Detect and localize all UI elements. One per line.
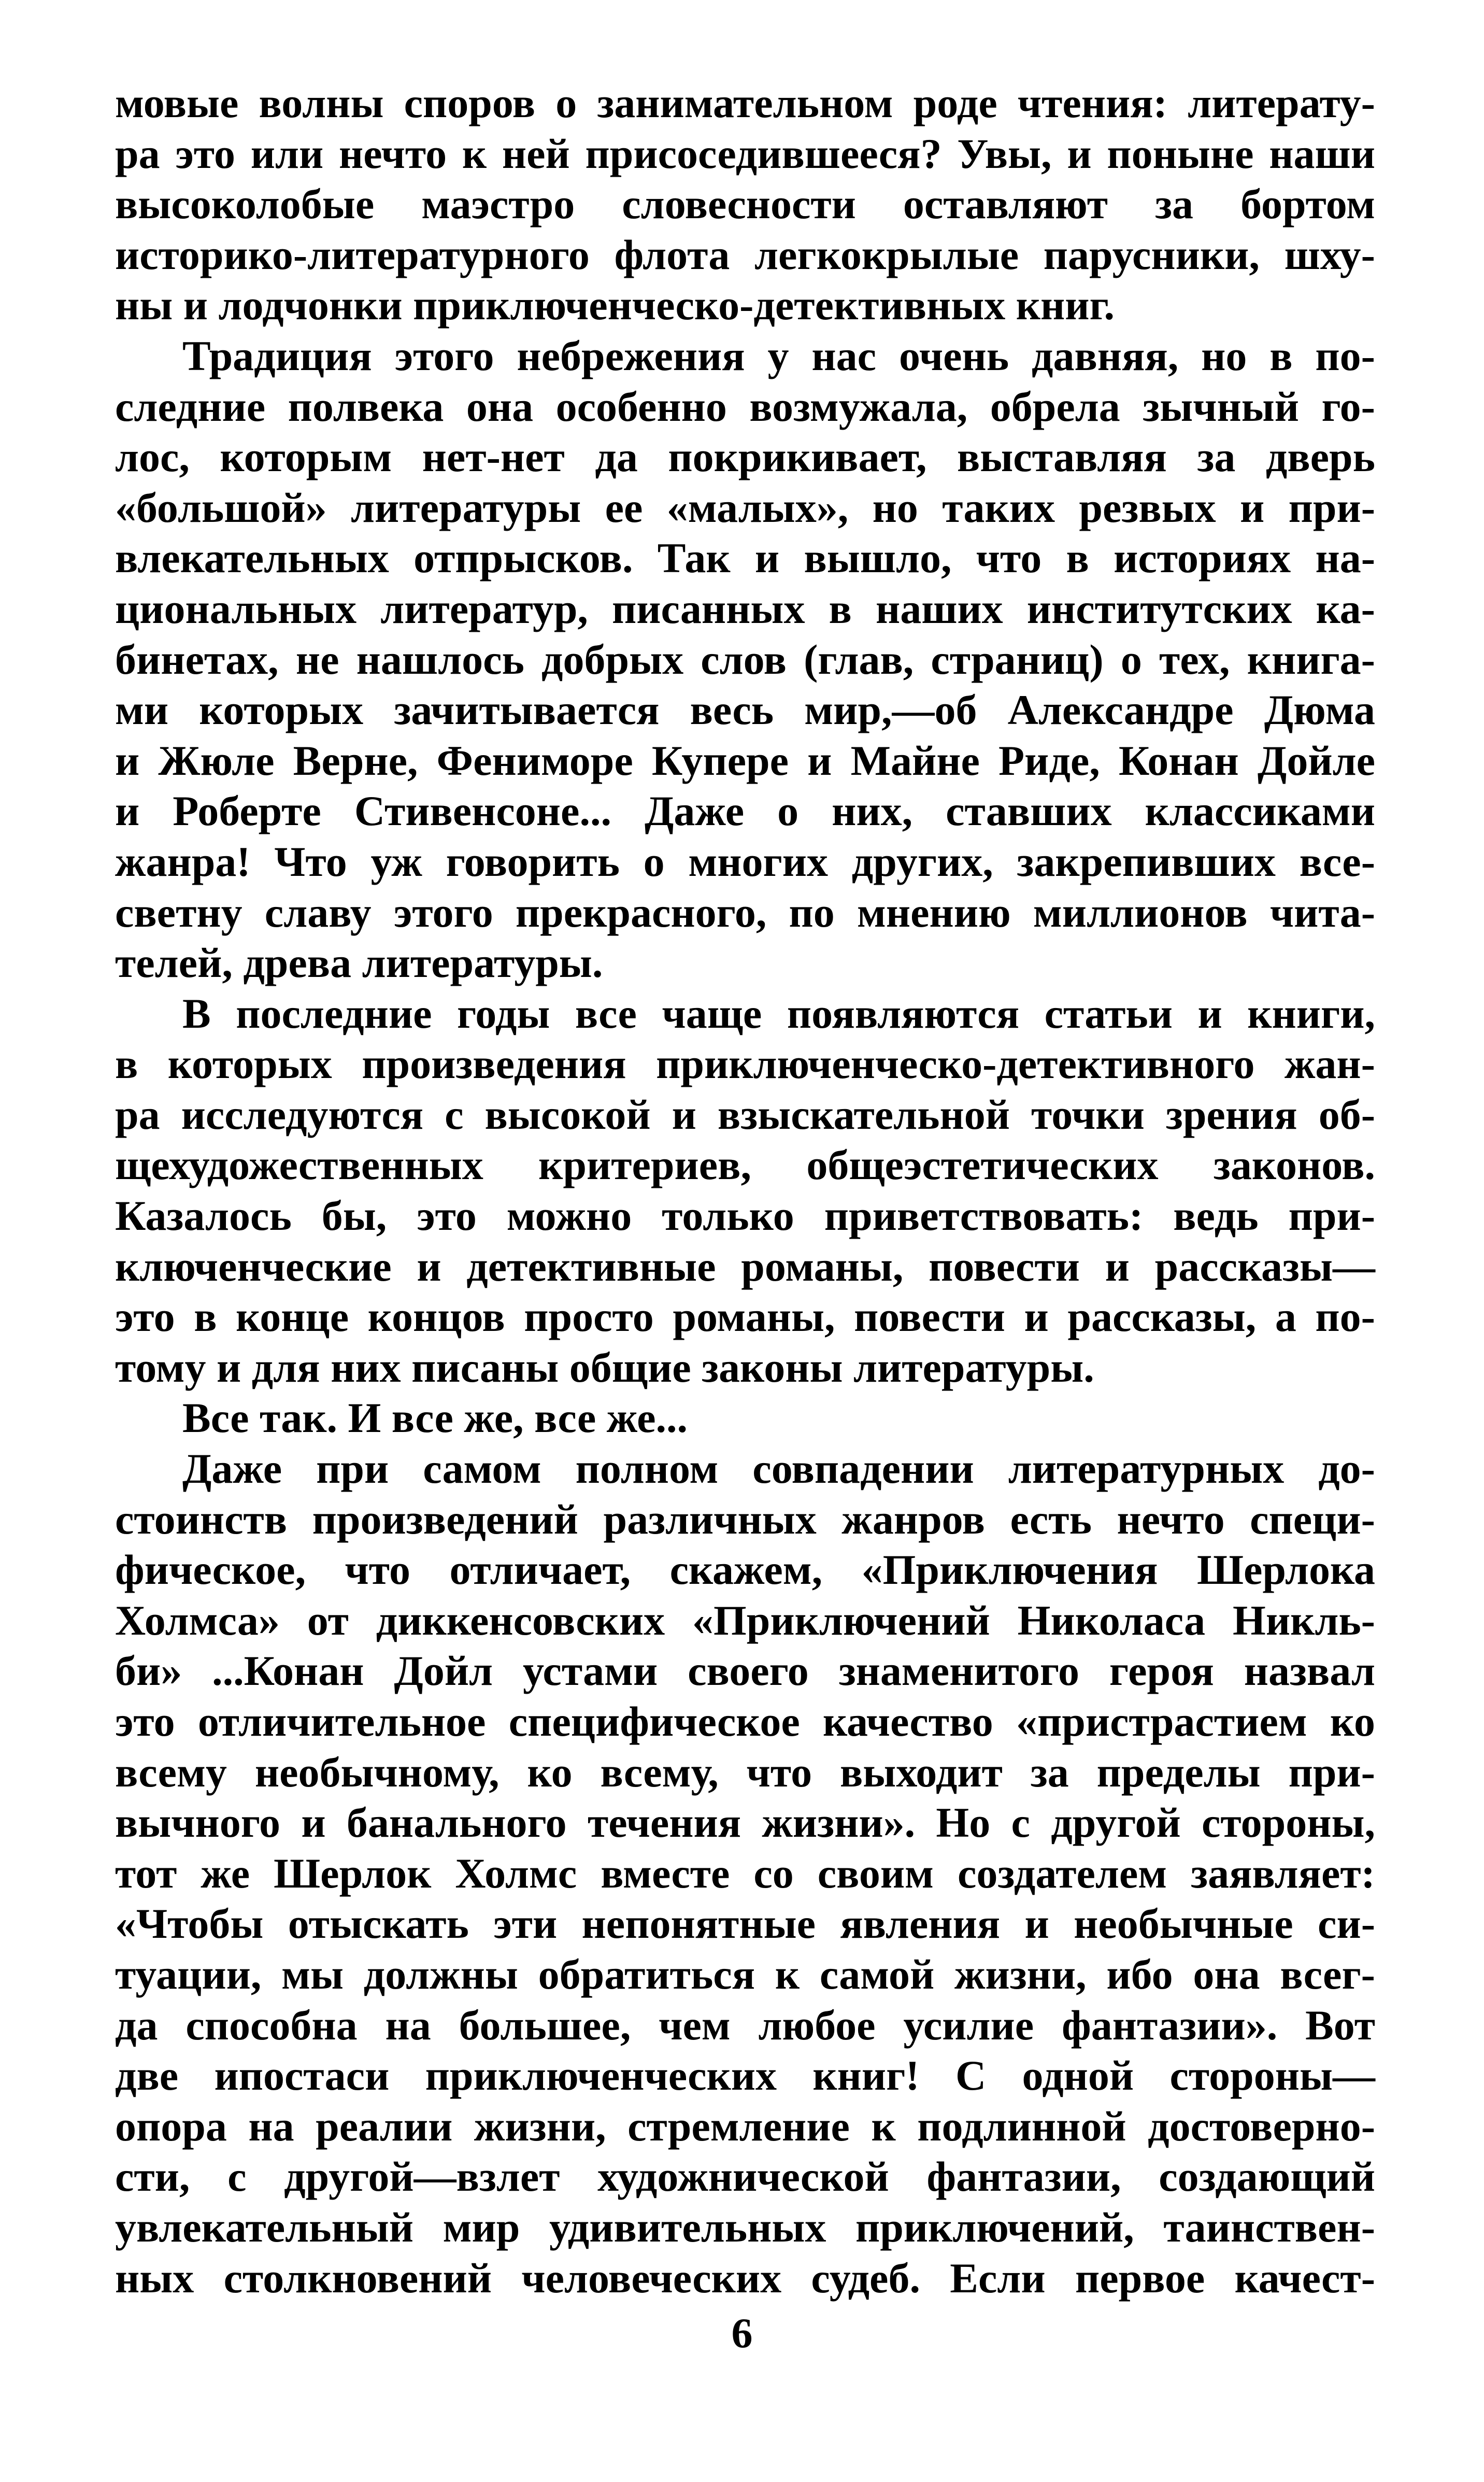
page-number: 6 <box>731 2309 753 2357</box>
text-line: Все так. И все же, все же... <box>182 1394 688 1442</box>
text-line: жанра! Что уж говорить о многих других, закрепивших все- <box>115 838 1375 885</box>
text-line: туации, мы должны обратиться к самой жизни, ибо она всег- <box>115 1950 1375 1998</box>
text-line: Холмса» от диккенсовских «Приключений Николаса Никль- <box>115 1596 1375 1644</box>
text-line: да способна на большее, чем любое усилие фантазии». Вот <box>115 2001 1375 2049</box>
text-line: это в конце концов просто романы, повести и рассказы, а по- <box>115 1293 1375 1341</box>
text-line: тот же Шерлок Холмс вместе со своим создателем заявляет: <box>115 1849 1375 1897</box>
text-line: циональных литератур, писанных в наших институтских ка- <box>115 585 1375 632</box>
text-line: стоинств произведений различных жанров есть нечто специ- <box>115 1495 1375 1543</box>
text-line: следние полвека она особенно возмужала, обрела зычный го- <box>115 382 1375 430</box>
text-line: тому и для них писаны общие законы литературы. <box>115 1343 1094 1391</box>
text-line: би» ...Конан Дойл устами своего знаменитого героя назвал <box>115 1647 1375 1695</box>
text-line: щехудожественных критериев, общеэстетических законов. <box>115 1141 1375 1189</box>
text-line: сти, с другой—взлет художнической фантазии, создающий <box>115 2153 1375 2201</box>
text-line: телей, древа литературы. <box>115 939 603 987</box>
text-line: историко-литературного флота легкокрылые парусники, шху- <box>115 231 1375 278</box>
text-line: и Роберте Стивенсоне... Даже о них, ставших классиками <box>115 787 1375 835</box>
text-line: ны и лодчонки приключенческо-детективных книг. <box>115 281 1115 329</box>
text-line: в которых произведения приключенческо-детективного жан- <box>115 1040 1375 1088</box>
text-line: ных столкновений человеческих судеб. Если первое качест- <box>115 2254 1375 2302</box>
text-line: светну славу этого прекрасного, по мнению миллионов чита- <box>115 888 1375 936</box>
text-line: опора на реалии жизни, стремление к подлинной достоверно- <box>115 2102 1375 2150</box>
text-line: всему необычному, ко всему, что выходит за пределы при- <box>115 1748 1375 1796</box>
text-line: Даже при самом полном совпадении литературных до- <box>182 1445 1375 1493</box>
text-line: Традиция этого небрежения у нас очень давняя, но в по- <box>182 332 1375 379</box>
text-line: высоколобые маэстро словесности оставляют за бортом <box>115 180 1375 228</box>
text-line: ра это или нечто к ней присоседившееся? Увы, и поныне наши <box>115 130 1375 177</box>
text-line: фическое, что отличает, скажем, «Приключения Шерлока <box>115 1546 1375 1594</box>
text-line: это отличительное специфическое качество «пристрастием ко <box>115 1698 1375 1745</box>
text-line: вычного и банального течения жизни». Но с другой стороны, <box>115 1799 1375 1847</box>
text-line: Казалось бы, это можно только приветствовать: ведь при- <box>115 1192 1375 1240</box>
text-line: увлекательный мир удивительных приключений, таинствен- <box>115 2203 1375 2251</box>
text-line: влекательных отпрысков. Так и вышло, что в историях на- <box>115 534 1375 582</box>
text-line: бинетах, не нашлось добрых слов (глав, страниц) о тех, книга- <box>115 635 1375 683</box>
text-line: две ипостаси приключенческих книг! С одной стороны— <box>115 2052 1375 2100</box>
text-line: «Чтобы отыскать эти непонятные явления и необычные си- <box>115 1900 1375 1948</box>
text-line: и Жюле Верне, Фениморе Купере и Майне Риде, Конан Дойле <box>115 736 1375 784</box>
text-line: ра исследуются с высокой и взыскательной точки зрения об- <box>115 1090 1375 1138</box>
body-text <box>115 78 1375 2303</box>
text-line: В последние годы все чаще появляются статьи и книги, <box>182 989 1375 1037</box>
text-line: «большой» литературы ее «малых», но таких резвых и при- <box>115 484 1375 531</box>
text-line: ми которых зачитывается весь мир,—об Александре Дюма <box>115 686 1375 734</box>
text-line: лос, которым нет-нет да покрикивает, выставляя за дверь <box>115 433 1375 481</box>
text-line: мовые волны споров о занимательном роде чтения: литерату- <box>115 79 1375 126</box>
text-line: ключенческие и детективные романы, повести и рассказы— <box>115 1242 1375 1290</box>
